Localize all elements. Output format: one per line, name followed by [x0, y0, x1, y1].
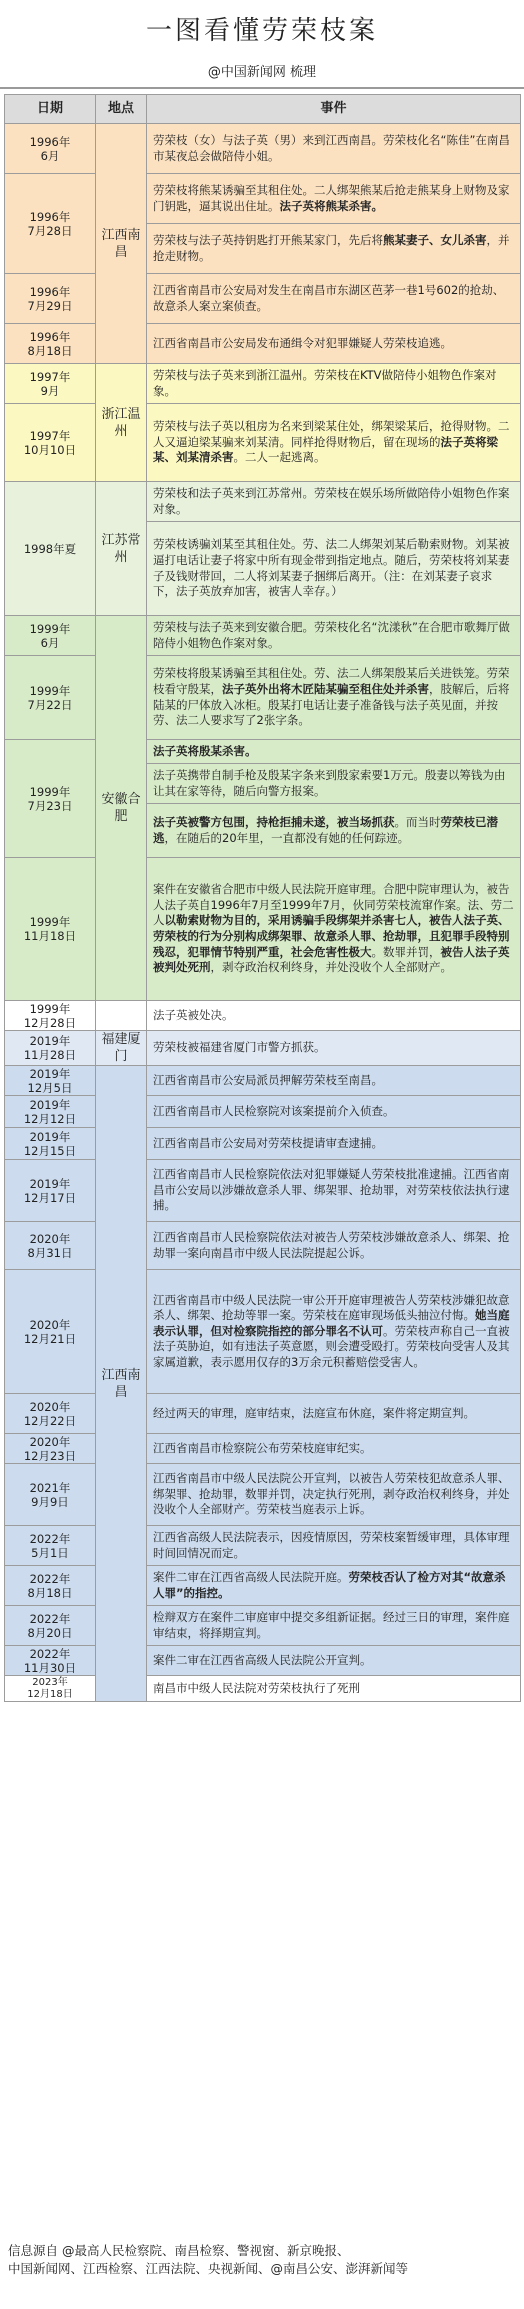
date-cell: 1999年 7月23日	[5, 740, 96, 858]
date-cell: 2019年 12月5日	[5, 1066, 96, 1096]
date-cell: 1999年 7月22日	[5, 656, 96, 740]
table-row	[5, 1160, 521, 1222]
source-line-2: 中国新闻网、江西检察、江西法院、央视新闻、@南昌公安、澎湃新闻等	[8, 2261, 409, 2276]
event-cell: 江西省高级人民法院表示，因疫情原因，劳荣枝案暂缓审理，具体审理时间回情况而定。	[147, 1526, 521, 1566]
event-cell: 劳荣枝与法子英来到安徽合肥。劳荣枝化名“沈漾秋”在合肥市歌舞厅做陪侍小姐物色作案对象。	[147, 616, 521, 656]
place-cell-jiangxi-2: 江西南昌	[96, 1066, 147, 1702]
table-row	[5, 1270, 521, 1394]
event-cell: 江西省南昌市检察院公布劳荣枝庭审纪实。	[147, 1434, 521, 1464]
table-row	[5, 1526, 521, 1566]
event-cell: 法子英被处决。	[147, 1001, 521, 1031]
event-cell: 劳荣枝将熊某诱骗至其租住处。二人绑架熊某后抢走熊某身上财物及家门钥匙，逼其说出住址。法子英将熊某杀害。	[147, 174, 521, 224]
event-cell: 劳荣枝（女）与法子英（男）来到江西南昌。劳荣枝化名“陈佳”在南昌市某夜总会做陪侍小姐。	[147, 124, 521, 174]
date-cell: 2022年 11月30日	[5, 1646, 96, 1676]
date-cell: 2020年 8月31日	[5, 1222, 96, 1270]
table-row	[5, 1434, 521, 1464]
date-cell: 1998年夏	[5, 482, 96, 616]
event-cell: 江西省南昌市公安局发布通缉令对犯罪嫌疑人劳荣枝追逃。	[147, 324, 521, 364]
event-cell: 劳荣枝诱骗刘某至其租住处。劳、法二人绑架刘某后勒索财物。刘某被逼打电话让妻子将家中所有现金带到指定地点。随后，劳荣枝将刘某妻子及钱财带回，二人将刘某妻子捆绑后离开。（注：在刘某妻子哀求下，法子英放弃加害，被害人幸存。）	[147, 522, 521, 616]
page-subtitle: @中国新闻网 梳理	[207, 65, 317, 80]
table-header-row	[5, 95, 521, 124]
page-title: 一图看懂劳荣枝案	[145, 16, 378, 46]
table-row	[5, 858, 521, 1001]
date-cell: 2019年 11月28日	[5, 1031, 96, 1066]
event-cell: 江西省南昌市人民检察院依法对犯罪嫌疑人劳荣枝批准逮捕。江西省南昌市公安局以涉嫌故意杀人罪、绑架罪、抢劫罪，对劳荣枝依法执行逮捕。	[147, 1160, 521, 1222]
place-cell-fujian: 福建厦门	[96, 1031, 147, 1066]
date-cell: 1996年 6月	[5, 124, 96, 174]
table-row	[5, 616, 521, 656]
date-cell: 2023年 12月18日	[5, 1676, 96, 1702]
event-cell: 劳荣枝与法子英持钥匙打开熊某家门，先后将熊某妻子、女儿杀害，并抢走财物。	[147, 224, 521, 274]
event-cell: 劳荣枝与法子英来到浙江温州。劳荣枝在KTV做陪侍小姐物色作案对象。	[147, 364, 521, 404]
event-cell: 劳荣枝将殷某诱骗至其租住处。劳、法二人绑架殷某后关进铁笼。劳荣枝看守殷某，法子英外出将木匠陆某骗至租住处并杀害，肢解后，后将陆某的尸体放入冰柜。殷某打电话让妻子准备钱与法子英见面，并按劳、法二人要求写了2张字条。	[147, 656, 521, 740]
table-row	[5, 364, 521, 404]
table-row	[5, 1606, 521, 1646]
title-divider	[0, 87, 524, 89]
event-cell: 案件二审在江西省高级人民法院开庭。劳荣枝否认了检方对其“故意杀人罪”的指控。	[147, 1566, 521, 1606]
timeline-table	[4, 94, 521, 1702]
table-row	[5, 1566, 521, 1606]
date-cell: 1997年 9月	[5, 364, 96, 404]
event-cell: 法子英被警方包围，持枪拒捕未遂，被当场抓获。而当时劳荣枝已潜逃，在随后的20年里，一直都没有她的任何踪迹。	[147, 804, 521, 858]
place-cell-jiangxi: 江西南昌	[96, 124, 147, 364]
event-cell: 检辩双方在案件二审庭审中提交多组新证据。经过三日的审理，案件庭审结束，将择期宣判。	[147, 1606, 521, 1646]
table-row	[5, 1676, 521, 1702]
table-row	[5, 274, 521, 324]
table-row	[5, 1001, 521, 1031]
event-cell: 劳荣枝被福建省厦门市警方抓获。	[147, 1031, 521, 1066]
date-cell: 1999年 11月18日	[5, 858, 96, 1001]
date-cell: 2022年 8月20日	[5, 1606, 96, 1646]
table-row	[5, 656, 521, 740]
event-cell: 法子英携带自制手枪及殷某字条来到殷家索要1万元。殷妻以筹钱为由让其在家等待，随后向警方报案。	[147, 764, 521, 804]
place-cell-anhui: 安徽合肥	[96, 616, 147, 1001]
event-cell: 案件在安徽省合肥市中级人民法院开庭审理。合肥中院审理认为，被告人法子英自1996年7月至1999年7月，伙同劳荣枝流窜作案。法、劳二人以勒索财物为目的，采用诱骗手段绑架并杀害七人，被告人法子英、劳荣枝的行为分别构成绑架罪、故意杀人罪、抢劫罪，且犯罪手段特别残忍，犯罪情节特别严重，社会危害性极大。数罪并罚，被告人法子英被判处死刑，剥夺政治权利终身，并处没收个人全部财产。	[147, 858, 521, 1001]
date-cell: 2021年 9月9日	[5, 1464, 96, 1526]
place-cell-zhejiang: 浙江温州	[96, 364, 147, 482]
date-cell: 1999年 12月28日	[5, 1001, 96, 1031]
table-row	[5, 404, 521, 482]
header-place: 地点	[96, 95, 147, 124]
event-cell: 江西省南昌市公安局派员押解劳荣枝至南昌。	[147, 1066, 521, 1096]
date-cell: 2020年 12月23日	[5, 1434, 96, 1464]
event-cell: 案件二审在江西省高级人民法院公开宣判。	[147, 1646, 521, 1676]
event-cell: 劳荣枝与法子英以租房为名来到梁某住处，绑架梁某后，抢得财物。二人又逼迫梁某骗来刘某清。同样抢得财物后，留在现场的法子英将梁某、刘某清杀害。二人一起逃离。	[147, 404, 521, 482]
event-cell: 江西省南昌市公安局对劳荣枝提请审查逮捕。	[147, 1128, 521, 1160]
date-cell: 1996年 8月18日	[5, 324, 96, 364]
table-row	[5, 1031, 521, 1066]
place-cell-empty	[96, 1001, 147, 1031]
date-cell: 1999年 6月	[5, 616, 96, 656]
date-cell: 1996年 7月29日	[5, 274, 96, 324]
table-row	[5, 1464, 521, 1526]
date-cell: 2022年 5月1日	[5, 1526, 96, 1566]
event-cell: 江西省南昌市中级人民法院公开宣判，以被告人劳荣枝犯故意杀人罪、绑架罪、抢劫罪，数罪并罚，决定执行死刑，剥夺政治权利终身，并处没收个人全部财产。劳荣枝当庭表示上诉。	[147, 1464, 521, 1526]
table-row	[5, 1096, 521, 1128]
date-cell: 2019年 12月17日	[5, 1160, 96, 1222]
table-row	[5, 482, 521, 522]
date-cell: 1996年 7月28日	[5, 174, 96, 274]
table-row	[5, 174, 521, 224]
event-cell: 南昌市中级人民法院对劳荣枝执行了死刑	[147, 1676, 521, 1702]
table-row	[5, 124, 521, 174]
table-row	[5, 740, 521, 764]
date-cell: 2019年 12月15日	[5, 1128, 96, 1160]
table-row	[5, 1066, 521, 1096]
date-cell: 2020年 12月21日	[5, 1270, 96, 1394]
date-cell: 2022年 8月18日	[5, 1566, 96, 1606]
date-cell: 1997年 10月10日	[5, 404, 96, 482]
table-row	[5, 1394, 521, 1434]
event-cell: 江西省南昌市中级人民法院一审公开开庭审理被告人劳荣枝涉嫌犯故意杀人、绑架、抢劫等罪一案。劳荣枝在庭审现场低头抽泣付悔。她当庭表示认罪，但对检察院指控的部分罪名不认可。劳荣枝声称自己一直被法子英胁迫，如有违法子英意愿，则会遭受殴打。劳荣枝向受害人及其家属道歉，表示愿用仅存的3万余元积蓄赔偿受害人。	[147, 1270, 521, 1394]
event-cell: 江西省南昌市人民检察院对该案提前介入侦查。	[147, 1096, 521, 1128]
event-cell: 劳荣枝和法子英来到江苏常州。劳荣枝在娱乐场所做陪侍小姐物色作案对象。	[147, 482, 521, 522]
event-cell: 江西省南昌市人民检察院依法对被告人劳荣枝涉嫌故意杀人、绑架、抢劫罪一案向南昌市中级人民法院提起公诉。	[147, 1222, 521, 1270]
header-event: 事件	[147, 95, 521, 124]
source-footer	[8, 2242, 516, 2278]
event-cell: 经过两天的审理，庭审结束，法庭宣布休庭，案件将定期宣判。	[147, 1394, 521, 1434]
source-line-1: 信息源自 @最高人民检察院、南昌检察、警视窗、新京晚报、	[8, 2243, 350, 2258]
event-cell: 江西省南昌市公安局对发生在南昌市东湖区芭茅一巷1号602的抢劫、故意杀人案立案侦查。	[147, 274, 521, 324]
date-cell: 2020年 12月22日	[5, 1394, 96, 1434]
event-cell: 法子英将殷某杀害。	[147, 740, 521, 764]
header-date: 日期	[5, 95, 96, 124]
date-cell: 2019年 12月12日	[5, 1096, 96, 1128]
table-row	[5, 1646, 521, 1676]
place-cell-jiangsu: 江苏常州	[96, 482, 147, 616]
table-row	[5, 1222, 521, 1270]
table-row	[5, 324, 521, 364]
table-row	[5, 1128, 521, 1160]
